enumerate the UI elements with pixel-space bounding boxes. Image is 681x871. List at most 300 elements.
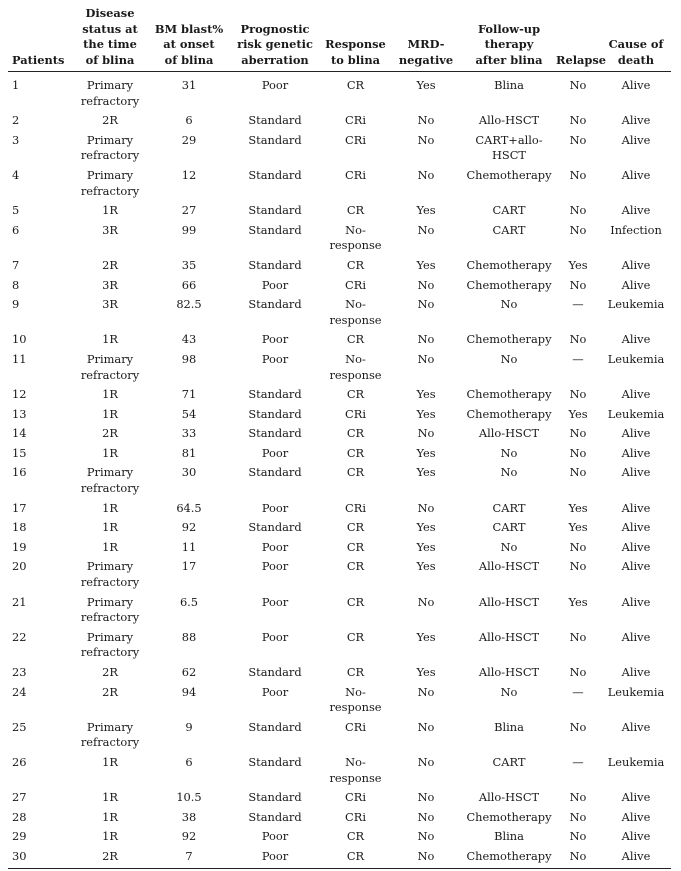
cell-follow-up-therapy: No — [500, 539, 518, 554]
cell-cause-of-death: Alive — [621, 719, 651, 734]
cell-relapse: Yes — [568, 406, 588, 421]
table-row — [8, 518, 671, 538]
cell-response: CR — [346, 594, 365, 609]
cell-cause-of-death: Alive — [621, 445, 651, 460]
cell-follow-up-therapy: Chemotherapy — [466, 167, 552, 182]
cell-prognostic-risk: Standard — [248, 465, 302, 480]
cell-prognostic-risk: Poor — [261, 539, 289, 554]
cell-response: No- response — [329, 297, 382, 327]
cell-mrd-negative: Yes — [416, 665, 436, 679]
cell-patient: 6 — [12, 222, 20, 237]
cell-response: CRi — [345, 132, 366, 147]
table-row — [8, 499, 671, 519]
cell-mrd-negative: Yes — [416, 445, 436, 460]
table-row — [8, 350, 671, 385]
cell-response: CR — [346, 539, 365, 554]
cell-relapse: No — [569, 809, 587, 824]
cell-relapse: No — [569, 829, 587, 844]
table-row — [8, 808, 671, 828]
table-row — [8, 827, 671, 847]
cell-response: CRi — [345, 809, 366, 824]
cell-bm-blast: 64.5 — [176, 500, 202, 515]
cell-bm-blast: 99 — [181, 222, 197, 237]
table-row — [8, 201, 671, 221]
cell-bm-blast: 6 — [185, 113, 193, 128]
cell-follow-up-therapy: Chemotherapy — [466, 257, 552, 272]
table-row — [8, 111, 671, 131]
cell-relapse: No — [569, 387, 587, 402]
cell-bm-blast: 38 — [181, 809, 197, 824]
cell-bm-blast: 11 — [181, 539, 197, 554]
cell-mrd-negative: No — [417, 167, 435, 182]
cell-disease-status: 1R — [102, 203, 118, 218]
cell-mrd-negative: No — [417, 113, 435, 128]
cell-relapse: — — [572, 684, 584, 699]
cell-follow-up-therapy: No — [500, 351, 518, 366]
cell-cause-of-death: Alive — [621, 665, 651, 679]
cell-follow-up-therapy: Allo-HSCT — [478, 113, 540, 128]
cell-relapse: No — [569, 113, 587, 128]
cell-relapse: No — [569, 629, 587, 644]
cell-prognostic-risk: Standard — [248, 754, 302, 769]
cell-patient: 3 — [12, 132, 20, 147]
cell-relapse: — — [572, 754, 584, 769]
cell-patient: 19 — [12, 539, 27, 554]
cell-relapse: No — [569, 465, 587, 480]
cell-response: No- response — [329, 351, 382, 382]
cell-relapse: No — [569, 167, 587, 182]
cell-disease-status: 1R — [102, 387, 118, 402]
cell-follow-up-therapy: Blina — [494, 829, 524, 844]
cell-mrd-negative: No — [417, 684, 435, 699]
cell-disease-status: Primary refractory — [80, 629, 140, 660]
cell-patient: 20 — [12, 559, 27, 574]
cell-patient: 14 — [12, 426, 27, 441]
cell-disease-status: Primary refractory — [80, 719, 140, 750]
cell-response: CR — [346, 78, 365, 92]
cell-relapse: — — [572, 297, 584, 312]
cell-mrd-negative: No — [417, 332, 435, 347]
cell-cause-of-death: Alive — [621, 539, 651, 554]
cell-response: No- response — [329, 222, 382, 253]
cell-cause-of-death: Alive — [621, 332, 651, 347]
cell-disease-status: 1R — [102, 829, 118, 844]
table-row — [8, 718, 671, 753]
cell-cause-of-death: Alive — [621, 790, 651, 805]
cell-bm-blast: 7 — [150, 847, 228, 868]
cell-bm-blast: 82.5 — [176, 297, 202, 312]
cell-response: No- response — [329, 754, 382, 785]
cell-mrd-negative: Yes — [416, 520, 436, 535]
cell-mrd-negative: No — [417, 594, 435, 609]
cell-prognostic-risk: Standard — [248, 665, 302, 679]
cell-disease-status: 2R — [102, 426, 118, 441]
cell-bm-blast: 66 — [181, 277, 197, 292]
cell-follow-up-therapy: Allo-HSCT — [478, 790, 540, 805]
cell-bm-blast: 33 — [181, 426, 197, 441]
table-row — [8, 276, 671, 296]
cell-mrd-negative: Yes — [416, 203, 436, 218]
cell-mrd-negative: Yes — [416, 406, 436, 421]
cell-patient: 23 — [12, 665, 27, 679]
header-disease-status: Disease status at the time of blina — [70, 6, 150, 72]
cell-response: CRi — [345, 113, 366, 128]
table-row — [8, 753, 671, 788]
cell-follow-up-therapy: Allo-HSCT — [478, 426, 540, 441]
cell-patient: 27 — [12, 790, 27, 805]
cell-response: CRi — [345, 719, 366, 734]
cell-follow-up-therapy: No — [500, 465, 518, 480]
table-row — [8, 166, 671, 201]
cell-disease-status: 1R — [102, 809, 118, 824]
cell-disease-status: 2R — [70, 847, 150, 868]
cell-follow-up-therapy: No — [500, 684, 518, 699]
cell-relapse: No — [569, 445, 587, 460]
cell-disease-status: Primary refractory — [80, 559, 140, 590]
cell-bm-blast: 17 — [181, 559, 197, 574]
cell-mrd-negative: Yes — [416, 387, 436, 402]
cell-cause-of-death: Leukemia — [607, 297, 665, 312]
table-row — [8, 256, 671, 276]
cell-response: CRi — [345, 167, 366, 182]
header-relapse: Relapse — [555, 6, 601, 72]
cell-bm-blast: 92 — [181, 520, 197, 535]
cell-cause-of-death: Alive — [621, 387, 651, 402]
cell-patient: 21 — [12, 594, 27, 609]
table-row — [8, 72, 671, 112]
table-row — [8, 628, 671, 663]
cell-disease-status: 1R — [102, 500, 118, 515]
cell-relapse: No — [569, 332, 587, 347]
cell-response: CR — [346, 465, 365, 480]
table-row — [8, 847, 671, 868]
cell-patient: 16 — [12, 465, 27, 480]
cell-bm-blast: 98 — [181, 351, 197, 366]
cell-follow-up-therapy: Chemotherapy — [466, 406, 552, 421]
cell-bm-blast: 9 — [185, 719, 193, 734]
cell-prognostic-risk: Poor — [261, 445, 289, 460]
table-row — [8, 221, 671, 256]
cell-patient: 22 — [12, 629, 27, 644]
table-row — [8, 131, 671, 166]
cell-patient: 26 — [12, 754, 27, 769]
cell-patient: 5 — [12, 203, 20, 218]
table-row — [8, 538, 671, 558]
cell-follow-up-therapy: Allo-HSCT — [478, 594, 540, 609]
cell-prognostic-risk: Standard — [248, 426, 302, 441]
cell-mrd-negative: No — [417, 500, 435, 515]
cell-prognostic-risk: Poor — [261, 629, 289, 644]
cell-disease-status: Primary refractory — [80, 594, 140, 625]
cell-relapse: — — [572, 351, 584, 366]
cell-cause-of-death: Leukemia — [607, 351, 665, 366]
cell-response: CRi — [345, 277, 366, 292]
cell-disease-status: Primary refractory — [80, 167, 140, 198]
cell-follow-up-therapy: Blina — [494, 719, 524, 734]
cell-bm-blast: 88 — [181, 629, 197, 644]
cell-prognostic-risk: Poor — [261, 594, 289, 609]
cell-follow-up-therapy: CART — [492, 203, 526, 218]
cell-prognostic-risk: Standard — [248, 790, 302, 805]
cell-disease-status: 3R — [102, 277, 118, 292]
cell-prognostic-risk: Poor — [261, 78, 289, 92]
cell-cause-of-death: Alive — [621, 113, 651, 128]
patient-outcomes-table — [8, 6, 671, 869]
cell-relapse: No — [569, 203, 587, 218]
cell-prognostic-risk: Standard — [248, 203, 302, 218]
cell-mrd-negative: No — [417, 277, 435, 292]
cell-relapse: No — [569, 719, 587, 734]
cell-prognostic-risk: Poor — [261, 829, 289, 844]
cell-follow-up-therapy: CART — [492, 520, 526, 535]
cell-bm-blast: 6 — [185, 754, 193, 769]
cell-bm-blast: 35 — [181, 257, 197, 272]
cell-follow-up-therapy: Chemotherapy — [466, 387, 552, 402]
cell-cause-of-death: Alive — [621, 167, 651, 182]
cell-relapse: No — [569, 559, 587, 574]
cell-follow-up-therapy: Blina — [494, 78, 524, 92]
cell-relapse: No — [569, 78, 587, 92]
table-row — [8, 788, 671, 808]
cell-mrd-negative: No — [417, 719, 435, 734]
cell-disease-status: 2R — [102, 665, 118, 679]
cell-patient: 28 — [12, 809, 27, 824]
cell-patient: 12 — [12, 387, 27, 402]
table-row — [8, 405, 671, 425]
cell-bm-blast: 30 — [181, 465, 197, 480]
cell-mrd-negative: Yes — [416, 539, 436, 554]
cell-relapse: Yes — [568, 520, 588, 535]
cell-follow-up-therapy: Chemotherapy — [463, 847, 555, 868]
cell-disease-status: 3R — [102, 222, 118, 237]
cell-disease-status: 1R — [102, 332, 118, 347]
cell-prognostic-risk: Standard — [248, 406, 302, 421]
cell-cause-of-death: Alive — [621, 520, 651, 535]
header-response: Response to blina — [322, 6, 389, 72]
cell-patient: 1 — [12, 78, 20, 92]
cell-mrd-negative: No — [417, 790, 435, 805]
cell-prognostic-risk: Standard — [248, 297, 302, 312]
cell-cause-of-death: Alive — [621, 500, 651, 515]
cell-response: CR — [346, 332, 365, 347]
cell-cause-of-death: Alive — [621, 629, 651, 644]
cell-response: No- response — [329, 684, 382, 715]
cell-prognostic-risk: Standard — [248, 113, 302, 128]
cell-relapse: Yes — [568, 594, 588, 609]
cell-bm-blast: 27 — [181, 203, 197, 218]
cell-cause-of-death: Alive — [621, 203, 651, 218]
cell-follow-up-therapy: No — [500, 445, 518, 460]
cell-relapse: No — [569, 426, 587, 441]
cell-bm-blast: 29 — [181, 132, 197, 147]
table-row — [8, 424, 671, 444]
cell-mrd-negative: Yes — [416, 629, 436, 644]
cell-mrd-negative: Yes — [416, 559, 436, 574]
cell-relapse: No — [569, 790, 587, 805]
cell-bm-blast: 6.5 — [179, 594, 199, 609]
header-prognostic-risk: Prognostic risk genetic aberration — [228, 6, 322, 72]
header-row — [8, 6, 671, 72]
cell-cause-of-death: Alive — [621, 277, 651, 292]
cell-relapse: No — [569, 222, 587, 237]
cell-prognostic-risk: Standard — [248, 809, 302, 824]
cell-response: CR — [346, 445, 365, 460]
cell-prognostic-risk: Poor — [261, 559, 289, 574]
cell-bm-blast: 10.5 — [176, 790, 202, 805]
cell-follow-up-therapy: Chemotherapy — [466, 809, 552, 824]
table-row — [8, 593, 671, 628]
cell-cause-of-death: Leukemia — [607, 684, 665, 699]
cell-mrd-negative: No — [417, 132, 435, 147]
cell-prognostic-risk: Poor — [228, 847, 322, 868]
cell-mrd-negative: No — [417, 351, 435, 366]
cell-disease-status: Primary refractory — [80, 78, 140, 108]
cell-cause-of-death: Alive — [621, 465, 651, 480]
cell-patient: 2 — [12, 113, 20, 128]
header-bm-blast: BM blast% at onset of blina — [150, 6, 228, 72]
cell-follow-up-therapy: Chemotherapy — [466, 332, 552, 347]
cell-cause-of-death: Alive — [621, 559, 651, 574]
cell-disease-status: 1R — [102, 539, 118, 554]
cell-prognostic-risk: Poor — [261, 684, 289, 699]
cell-response: CR — [346, 665, 365, 679]
cell-follow-up-therapy: Allo-HSCT — [478, 629, 540, 644]
cell-relapse: No — [569, 539, 587, 554]
cell-mrd-negative: No — [417, 426, 435, 441]
cell-relapse: Yes — [568, 257, 588, 272]
cell-prognostic-risk: Poor — [261, 500, 289, 515]
cell-prognostic-risk: Standard — [248, 132, 302, 147]
cell-patient: 11 — [12, 351, 27, 366]
cell-bm-blast: 31 — [181, 78, 197, 92]
header-follow-up-therapy: Follow-up therapy after blina — [463, 6, 555, 72]
cell-patient: 8 — [12, 277, 20, 292]
cell-patient: 4 — [12, 167, 20, 182]
cell-disease-status: 1R — [102, 754, 118, 769]
cell-patient: 30 — [8, 847, 70, 868]
cell-response: CRi — [345, 790, 366, 805]
table-row — [8, 663, 671, 683]
cell-mrd-negative: No — [417, 222, 435, 237]
cell-prognostic-risk: Poor — [261, 351, 289, 366]
cell-mrd-negative: Yes — [416, 465, 436, 480]
cell-prognostic-risk: Standard — [248, 222, 302, 237]
cell-mrd-negative: Yes — [416, 257, 436, 272]
cell-patient: 15 — [12, 445, 27, 460]
cell-mrd-negative: No — [417, 754, 435, 769]
cell-response: CR — [346, 559, 365, 574]
table-row — [8, 557, 671, 592]
cell-mrd-negative: No — [417, 829, 435, 844]
cell-mrd-negative: No — [417, 297, 435, 312]
cell-cause-of-death: Alive — [621, 829, 651, 844]
cell-relapse: No — [569, 277, 587, 292]
cell-disease-status: Primary refractory — [80, 465, 140, 496]
cell-cause-of-death: Leukemia — [607, 754, 665, 769]
cell-disease-status: 1R — [102, 790, 118, 805]
cell-cause-of-death: Alive — [621, 809, 651, 824]
cell-response: CR — [322, 847, 389, 868]
cell-patient: 25 — [12, 719, 27, 734]
cell-follow-up-therapy: CART+allo- HSCT — [475, 132, 543, 163]
cell-bm-blast: 71 — [181, 387, 197, 402]
cell-prognostic-risk: Poor — [261, 277, 289, 292]
cell-mrd-negative: No — [417, 809, 435, 824]
cell-bm-blast: 54 — [181, 406, 197, 421]
cell-patient: 24 — [12, 684, 27, 699]
header-patients: Patients — [8, 6, 70, 72]
cell-mrd-negative: No — [389, 847, 463, 868]
cell-follow-up-therapy: CART — [492, 222, 526, 237]
cell-cause-of-death: Alive — [601, 847, 671, 868]
cell-response: CR — [346, 520, 365, 535]
cell-prognostic-risk: Standard — [248, 520, 302, 535]
cell-follow-up-therapy: Allo-HSCT — [478, 665, 540, 679]
cell-relapse: No — [569, 665, 587, 679]
cell-patient: 7 — [12, 257, 20, 272]
cell-response: CR — [346, 829, 365, 844]
cell-response: CR — [346, 203, 365, 218]
cell-response: CR — [346, 387, 365, 402]
cell-bm-blast: 94 — [181, 684, 197, 699]
table-body — [8, 72, 671, 869]
cell-patient: 9 — [12, 297, 20, 312]
cell-disease-status: 2R — [102, 684, 118, 699]
table-row — [8, 683, 671, 718]
cell-relapse: No — [555, 847, 601, 868]
cell-bm-blast: 43 — [181, 332, 197, 347]
table-header — [8, 6, 671, 72]
table-row — [8, 385, 671, 405]
cell-cause-of-death: Alive — [621, 594, 651, 609]
cell-disease-status: 2R — [102, 257, 118, 272]
table-row — [8, 444, 671, 464]
cell-bm-blast: 12 — [181, 167, 197, 182]
cell-patient: 29 — [12, 829, 27, 844]
cell-bm-blast: 92 — [181, 829, 197, 844]
header-mrd-negative: MRD- negative — [389, 6, 463, 72]
cell-patient: 10 — [12, 332, 27, 347]
cell-cause-of-death: Alive — [621, 426, 651, 441]
cell-prognostic-risk: Standard — [248, 167, 302, 182]
cell-prognostic-risk: Poor — [261, 332, 289, 347]
cell-cause-of-death: Leukemia — [607, 406, 665, 421]
cell-patient: 18 — [12, 520, 27, 535]
cell-relapse: No — [569, 132, 587, 147]
cell-disease-status: 3R — [102, 297, 118, 312]
cell-disease-status: 1R — [102, 445, 118, 460]
cell-response: CR — [346, 426, 365, 441]
cell-follow-up-therapy: CART — [492, 754, 526, 769]
cell-disease-status: Primary refractory — [80, 351, 140, 382]
cell-relapse: Yes — [568, 500, 588, 515]
cell-follow-up-therapy: No — [500, 297, 518, 312]
cell-cause-of-death: Alive — [621, 132, 651, 147]
cell-response: CR — [346, 629, 365, 644]
cell-disease-status: 1R — [102, 520, 118, 535]
cell-patient: 17 — [12, 500, 27, 515]
cell-patient: 13 — [12, 406, 27, 421]
cell-response: CRi — [345, 500, 366, 515]
cell-bm-blast: 81 — [181, 445, 197, 460]
cell-prognostic-risk: Standard — [248, 719, 302, 734]
cell-cause-of-death: Alive — [621, 257, 651, 272]
cell-follow-up-therapy: Chemotherapy — [466, 277, 552, 292]
cell-cause-of-death: Alive — [621, 78, 651, 92]
cell-disease-status: Primary refractory — [80, 132, 140, 163]
cell-disease-status: 2R — [102, 113, 118, 128]
cell-follow-up-therapy: CART — [492, 500, 526, 515]
